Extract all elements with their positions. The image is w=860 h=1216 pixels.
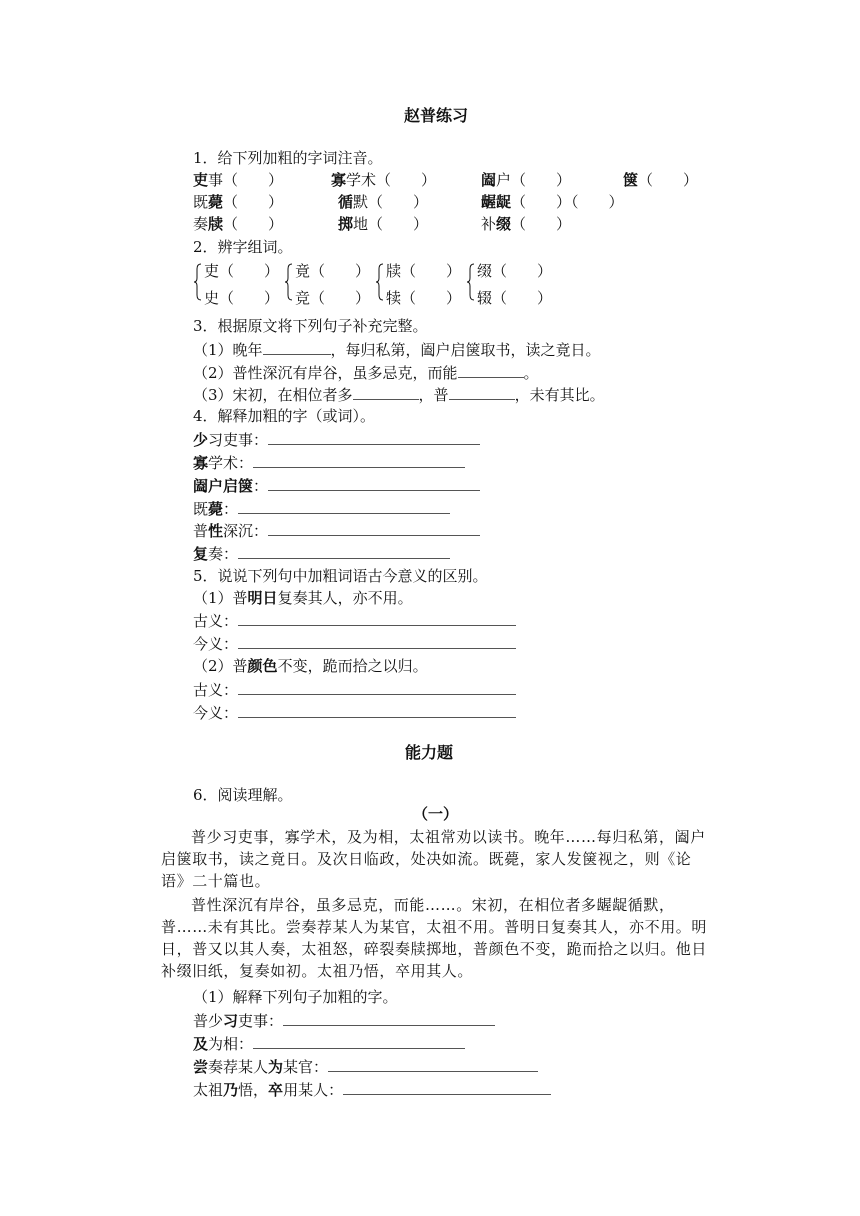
answer-line[interactable] — [283, 1010, 495, 1026]
answer-line[interactable] — [238, 543, 450, 559]
q5-heading: 5．说说下列句中加粗词语古今意义的区别。 — [193, 567, 488, 585]
q1-item: 奏牍（ ） — [193, 215, 284, 233]
q4-item: 少习吏事： — [193, 429, 480, 450]
q2-heading: 2．辨字组词。 — [193, 238, 293, 256]
q6-item: 普少习吏事： — [193, 1010, 495, 1031]
answer-line[interactable] — [268, 475, 480, 491]
q2-word: 竞（ ） — [295, 289, 371, 307]
answer-blank[interactable] — [449, 384, 515, 400]
q5-sentence: （2）普颜色不变，跪而拾之以归。 — [193, 657, 428, 675]
q1-item: 补缀（ ） — [481, 215, 572, 233]
q3-heading: 3．根据原文将下列句子补充完整。 — [193, 317, 428, 335]
q4-item: 普性深沉： — [193, 520, 480, 541]
q4-item: 既薨： — [193, 498, 450, 519]
answer-line[interactable] — [238, 610, 516, 626]
q6-item: 及为相： — [193, 1033, 465, 1054]
section-title: 能力题 — [405, 743, 454, 762]
q1-item: 阖户（ ） — [481, 171, 572, 189]
q6-item: 尝奏荐某人为某官： — [193, 1056, 538, 1077]
q1-item: 寡学术（ ） — [331, 171, 437, 189]
q4-item: 复奏： — [193, 543, 450, 564]
q2-word: 牍（ ） — [386, 262, 462, 280]
q2-word: 辍（ ） — [477, 289, 553, 307]
q5-sentence: （1）普明日复奏其人，亦不用。 — [193, 589, 413, 607]
q3-sentence: （1）晚年 ，每归私第，阖户启箧取书，读之竟日。 — [193, 341, 601, 359]
brace-icon — [467, 263, 475, 301]
answer-line[interactable] — [328, 1056, 538, 1072]
q4-heading: 4．解释加粗的字（或词）。 — [193, 407, 376, 425]
q2-word: 吏（ ） — [204, 262, 280, 280]
q5-jin-line: 今义： — [193, 702, 516, 723]
answer-line[interactable] — [238, 498, 450, 514]
q5-jin-line: 今义： — [193, 633, 516, 654]
answer-line[interactable] — [268, 520, 480, 536]
answer-line[interactable] — [238, 633, 516, 649]
q1-item: 既薨（ ） — [193, 193, 284, 211]
q4-item: 阖户启箧： — [193, 475, 480, 496]
page-title: 赵普练习 — [404, 106, 469, 125]
passage-paragraph: 普少习吏事，寡学术，及为相，太祖常劝以读书。晚年……每归私第，阖户启箧取书，读之竟日。及次日临政，处决如流。既薨，家人发箧视之，则《论语》二十篇也。 — [161, 828, 706, 890]
q2-word: 犊（ ） — [386, 289, 462, 307]
q6-item: 太祖乃悟，卒用某人： — [193, 1079, 551, 1100]
q2-word: 史（ ） — [204, 289, 280, 307]
brace-icon — [285, 263, 293, 301]
brace-icon — [376, 263, 384, 301]
q2-word: 缀（ ） — [477, 262, 553, 280]
brace-icon — [194, 263, 202, 301]
q1-item: 掷地（ ） — [338, 215, 429, 233]
q4-item: 寡学术： — [193, 452, 465, 473]
answer-blank[interactable] — [458, 362, 524, 378]
answer-blank[interactable] — [263, 339, 331, 355]
answer-line[interactable] — [268, 429, 480, 445]
q1-item: 箧（ ） — [623, 171, 699, 189]
answer-line[interactable] — [253, 452, 465, 468]
q5-gu-line: 古义： — [193, 610, 516, 631]
answer-line[interactable] — [238, 702, 516, 718]
q5-gu-line: 古义： — [193, 679, 516, 700]
q1-item: 吏事（ ） — [193, 171, 284, 189]
answer-line[interactable] — [253, 1033, 465, 1049]
passage-number: （一） — [413, 805, 459, 823]
q2-word: 竟（ ） — [295, 262, 371, 280]
q6-subquestion: （1）解释下列句子加粗的字。 — [193, 988, 398, 1006]
answer-line[interactable] — [343, 1079, 551, 1095]
answer-line[interactable] — [238, 679, 516, 695]
q3-sentence: （2）普性深沉有岸谷，虽多忌克，而能 。 — [193, 364, 539, 382]
q1-item: 循默（ ） — [338, 193, 429, 211]
q3-sentence: （3）宋初，在相位者多 ，普 ，未有其比。 — [193, 386, 605, 404]
q1-heading: 1．给下列加粗的字词注音。 — [193, 149, 383, 167]
q1-item: 龌龊（ ）（ ） — [481, 193, 624, 211]
answer-blank[interactable] — [353, 384, 419, 400]
passage-paragraph: 普性深沉有岸谷，虽多忌克，而能……。宋初，在相位者多龌龊循默，普……未有其比。尝奏荐某人为某官，太祖不用。普明日复奏其人，亦不用。明日，普又以其人奏，太祖怒，碎裂奏牍掷地，普颜色不变，跪而拾之以归。他日补缀旧纸，复奏如初。太祖乃悟，卒用其人。 — [161, 896, 708, 980]
q6-heading: 6．阅读理解。 — [193, 786, 293, 804]
